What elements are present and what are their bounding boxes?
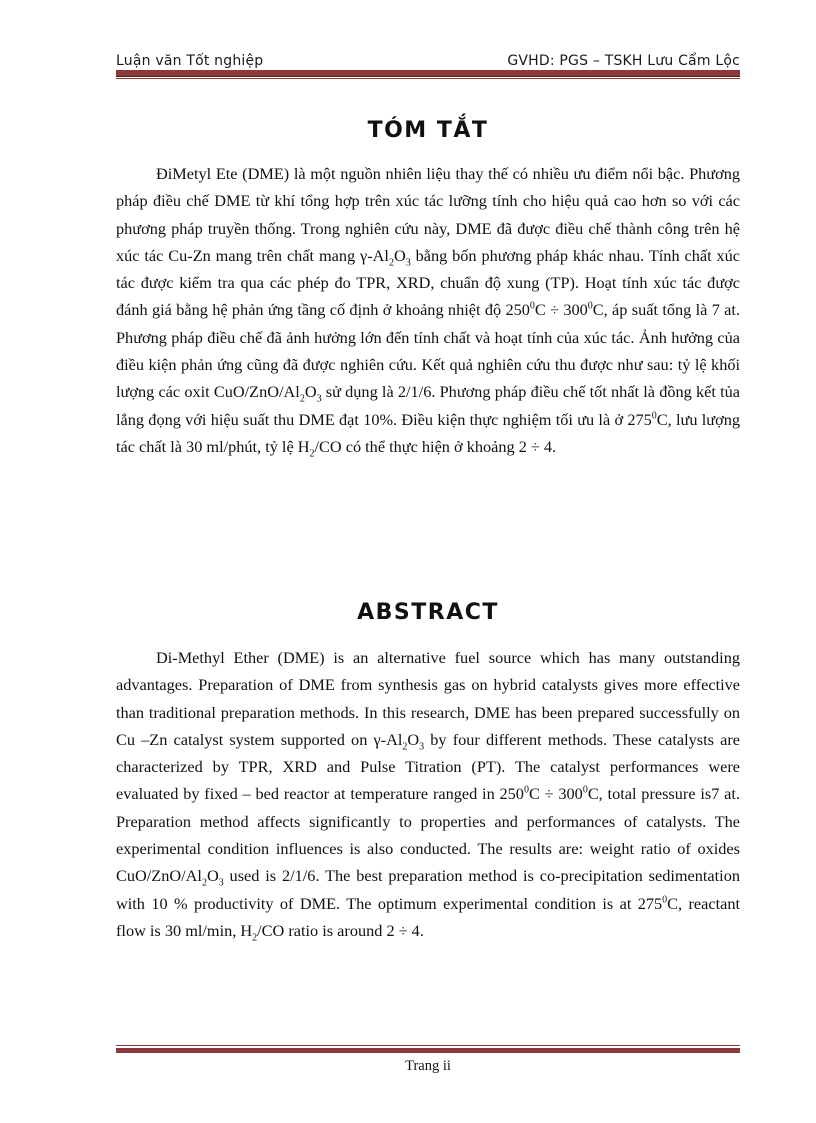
en-text-2: O xyxy=(407,729,420,749)
sub-2: 2 xyxy=(309,448,315,460)
vn-text-9: /CO có thể thực hiện ở khoảng 2 ÷ 4. xyxy=(314,436,557,456)
sub-3: 3 xyxy=(405,257,411,269)
sub-3: 3 xyxy=(316,393,322,405)
english-abstract-body xyxy=(116,644,740,944)
vietnamese-abstract-title: TÓM TẮT xyxy=(367,118,489,143)
en-text-1: Di-Methyl Ether (DME) is an alternative fuel source which has many outstanding advantages. Preparation of DME from synthesis gas on hybrid catalysts gives more effective than traditional preparation methods. In this research, DME has been prepared successfully on Cu –Zn catalyst system supported on γ-Al xyxy=(116,648,740,749)
sub-2: 2 xyxy=(402,741,408,753)
en-text-8: C, reactant flow is 30 ml/min, H xyxy=(116,893,740,940)
sub-2: 2 xyxy=(201,877,207,889)
sup-0: 0 xyxy=(582,785,588,797)
vn-text-8: C, lưu lượng tác chất là 30 ml/phút, tỷ lệ H xyxy=(116,409,740,456)
page-number: Trang ii xyxy=(405,1058,451,1074)
sup-0: 0 xyxy=(523,785,529,797)
en-text-6: O xyxy=(206,866,219,886)
vn-text-2: O xyxy=(393,245,406,265)
sup-0: 0 xyxy=(662,894,668,906)
english-abstract-title: ABSTRACT xyxy=(357,600,499,625)
vietnamese-abstract-body xyxy=(116,160,740,460)
vn-text-7: sử dụng là 2/1/6. Phương pháp điều chế tốt nhất là đồng kết tủa lắng đọng với hiệu suất thu DME đạt 10%. Điều kiện thực nghiệm tối ưu là ở 275 xyxy=(116,382,740,429)
sup-0: 0 xyxy=(587,301,593,313)
sup-0: 0 xyxy=(651,410,657,422)
sup-0: 0 xyxy=(529,301,535,313)
en-text-9: /CO ratio is around 2 ÷ 4. xyxy=(257,920,424,940)
page-header xyxy=(116,47,740,69)
sub-2: 2 xyxy=(388,257,394,269)
header-rule xyxy=(116,70,740,77)
sub-2: 2 xyxy=(299,393,305,405)
footer-rule xyxy=(116,1048,740,1053)
vn-text-5: C, áp suất tổng là 7 at. Phương pháp điều chế đã ảnh hưởng lớn đến tính chất và hoạt tính của xúc tác. Ảnh hưởng của điều kiện phản ứng cũng đã được nghiên cứu. Kết quả nghiên cứu thu được như sau: tỷ lệ khối lượng các oxit CuO/ZnO/Al xyxy=(116,300,740,402)
vn-text-1: ĐiMetyl Ete (DME) là một nguồn nhiên liệu thay thế có nhiều ưu điểm nổi bậc. Phương pháp điều chế DME từ khí tổng hợp trên xúc tác lưỡng tính cho hiệu quả cao hơn so với các phương pháp truyền thống. Trong nghiên cứu này, DME đã được điều chế thành công trên hệ xúc tác Cu-Zn mang trên chất mang γ-Al xyxy=(116,164,740,265)
en-text-3: by four different methods. These catalysts are characterized by TPR, XRD and Pulse Titration (PT). The catalyst performances were evaluated by fixed – bed reactor at temperature ranged in 250 xyxy=(116,729,740,804)
vn-text-4: C ÷ 300 xyxy=(534,300,588,320)
sub-2: 2 xyxy=(252,932,258,944)
vn-text-3: bằng bốn phương pháp khác nhau. Tính chất xúc tác được kiểm tra qua các phép đo TPR, XRD, chuẩn độ xung (TP). Hoạt tính xúc tác được đánh giá bằng hệ phản ứng tầng cố định ở khoảng nhiệt độ 250 xyxy=(116,245,741,320)
header-advisor-label: GVHD: PGS – TSKH Lưu Cẩm Lộc xyxy=(507,53,740,69)
en-text-7: used is 2/1/6. The best preparation method is co-precipitation sedimentation with 10 % productivity of DME. The optimum experimental condition is at 275 xyxy=(116,866,740,913)
sub-3: 3 xyxy=(419,741,425,753)
sub-3: 3 xyxy=(218,877,224,889)
en-text-5: C, total pressure is7 at. Preparation method affects significantly to properties and performances of catalysts. The experimental condition influences is also conducted. The results are: weight ratio of oxides CuO/ZnO/Al xyxy=(116,784,741,886)
header-thesis-label: Luận văn Tốt nghiệp xyxy=(116,53,264,69)
en-text-4: C ÷ 300 xyxy=(528,784,583,804)
vn-text-6: O xyxy=(304,382,317,402)
